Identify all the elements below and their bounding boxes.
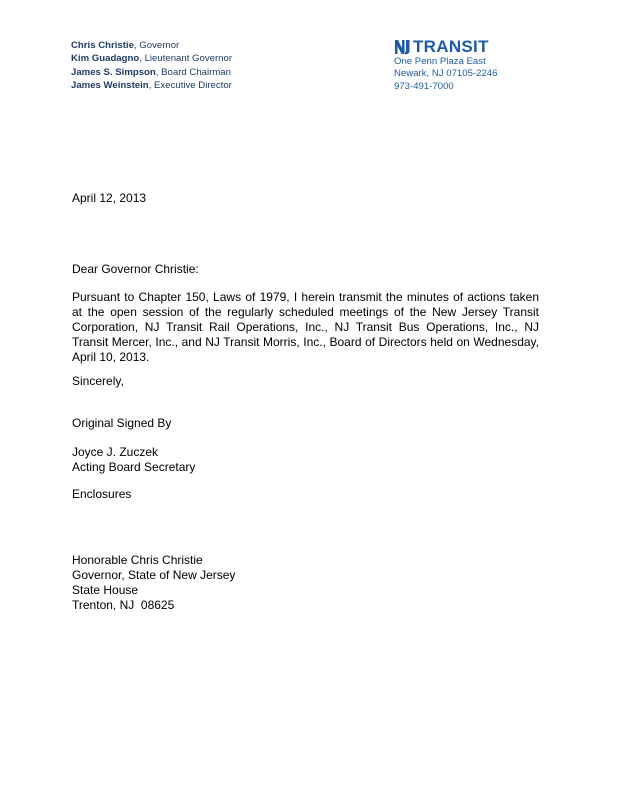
official-name: Kim Guadagno	[71, 53, 140, 65]
official-name: James S. Simpson	[71, 66, 156, 78]
recipient-line: Governor, State of New Jersey	[72, 568, 236, 582]
address-line-1: One Penn Plaza East	[394, 56, 486, 67]
official-title: Governor	[139, 40, 180, 51]
signer-block	[72, 445, 539, 475]
official-title: Lieutenant Governor	[144, 53, 233, 65]
official-lieutenant-governor: Kim Guadagno, Lieutenant Governor	[71, 53, 233, 65]
recipient-line: State House	[72, 583, 139, 597]
letterhead-officials	[71, 39, 232, 92]
address-line-2: Newark, NJ 07105-2246	[394, 68, 498, 80]
letterhead-agency	[394, 38, 497, 93]
recipient-address	[72, 553, 539, 613]
recipient-line: Trenton, NJ 08625	[72, 598, 175, 612]
enclosures-note: Enclosures	[72, 487, 132, 501]
signature-note: Original Signed By	[72, 416, 172, 430]
official-name: Chris Christie	[71, 40, 134, 51]
signer-name: Joyce J. Zuczek	[72, 445, 159, 459]
nj-logo-icon	[394, 39, 412, 55]
salutation: Dear Governor Christie:	[72, 262, 199, 276]
letter-body-paragraph: Pursuant to Chapter 150, Laws of 1979, I herein transmit the minutes of actions taken at the open session of the regularly scheduled meetings of the New Jersey Transit Corporation, NJ Transit Rail Operations, Inc., NJ Transit Bus Operations, Inc., NJ Transit Mercer, Inc., and NJ Transit Morris, Inc., Board of Directors held on Wednesday, April 10, 2013.	[72, 290, 539, 364]
closing: Sincerely,	[72, 374, 124, 388]
nj-transit-logo	[394, 38, 497, 56]
official-title: Executive Director	[154, 79, 232, 91]
phone-number: 973-491-7000	[394, 80, 454, 92]
official-board-chairman: James S. Simpson, Board Chairman	[71, 66, 231, 78]
signer-title: Acting Board Secretary	[72, 460, 196, 474]
official-name: James Weinstein	[71, 79, 149, 91]
official-executive-director: James Weinstein, Executive Director	[71, 79, 232, 91]
letter-date: April 12, 2013	[72, 191, 147, 205]
official-title: Board Chairman	[161, 66, 231, 78]
logo-wordmark: TRANSIT	[413, 37, 489, 56]
official-governor: Chris Christie, Governor	[71, 40, 180, 51]
recipient-line: Honorable Chris Christie	[72, 553, 203, 567]
